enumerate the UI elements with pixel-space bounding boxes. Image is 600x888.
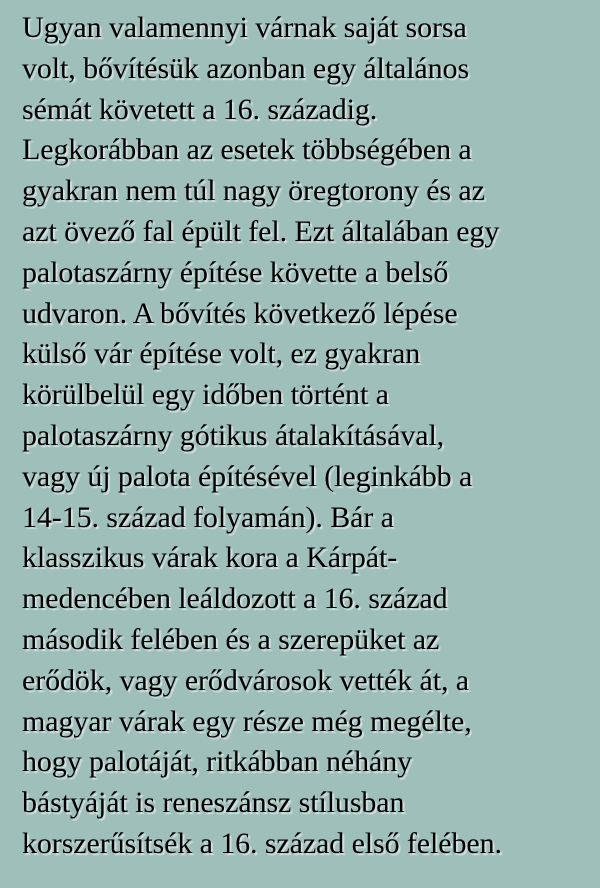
text-line: palotaszárny építése követte a belső [22,255,449,289]
text-line: sémát követett a 16. századig. [22,92,378,126]
text-line: második felében és a szerepüket az [22,622,440,656]
text-line: Ugyan valamennyi várnak saját sorsa [22,11,467,44]
text-line: bástyáját is reneszánsz stílusban [22,786,405,820]
text-line: vagy új palota építésével (leginkább a [22,459,473,493]
paragraph [22,8,598,865]
text-line: volt, bővítésük azonban egy általános [22,51,470,85]
text-line: palotaszárny gótikus átalakításával, [22,418,445,452]
text-line: erődök, vagy erődvárosok vették át, a [22,663,469,697]
text-line: klasszikus várak kora a Kárpát- [22,541,398,575]
text-line: 14-15. század folyamán). Bár a [22,500,394,534]
text-line: magyar várak egy része még megélte, [22,704,472,738]
text-line: korszerűsítsék a 16. század első felében. [22,826,502,860]
text-line: Legkorábban az esetek többségében a [22,133,472,167]
text-line: hogy palotáját, ritkábban néhány [22,745,413,779]
text-line: udvaron. A bővítés következő lépése [22,296,458,330]
text-line: medencében leáldozott a 16. század [22,582,448,616]
text-line: gyakran nem túl nagy öregtorony és az [22,174,485,208]
text-line: külső vár építése volt, ez gyakran [22,337,421,371]
text-line: azt övező fal épült fel. Ezt általában egy [22,214,500,248]
text-line: körülbelül egy időben történt a [22,378,389,412]
